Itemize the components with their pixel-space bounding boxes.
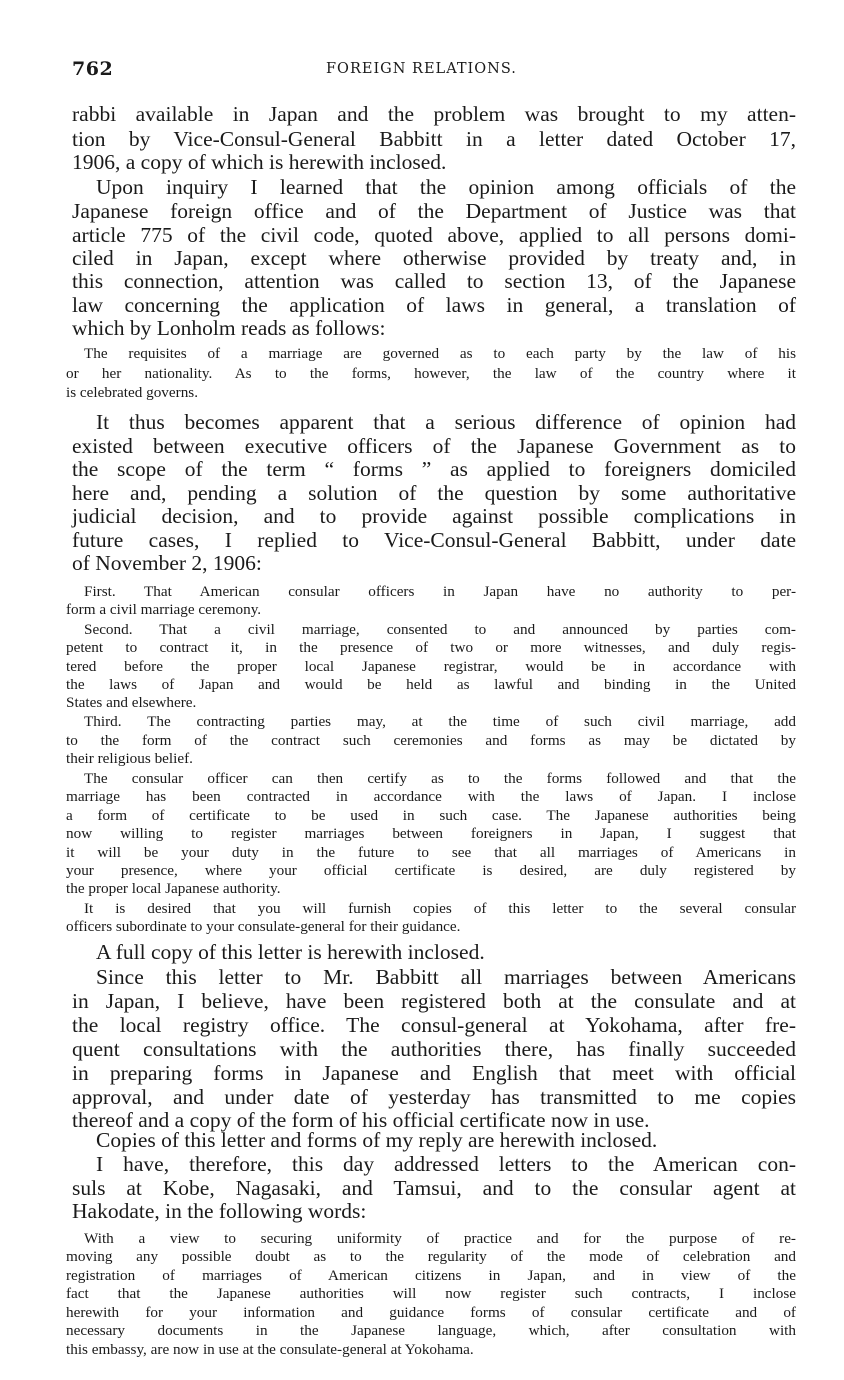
body-text-line: judicial decision, and to provide against possible complications in: [72, 504, 796, 528]
body-text-line: quent consultations with the authorities there, has finally succeeded: [72, 1037, 796, 1061]
body-text-line: this connection, attention was called to section 13, of the Japanese: [72, 269, 796, 293]
quoted-text-line: Third. The contracting parties may, at the time of such civil marriage, add: [84, 713, 796, 730]
body-text-line: the local registry office. The consul-general at Yokohama, after fre-: [72, 1013, 796, 1037]
body-text-line: ciled in Japan, except where otherwise provided by treaty and, in: [72, 246, 796, 270]
quoted-text-line: tered before the proper local Japanese registrar, would be in accordance with: [66, 658, 796, 675]
body-text-line: law concerning the application of laws in general, a translation of: [72, 293, 796, 317]
quoted-text-line: to the form of the contract such ceremonies and forms as may be dictated by: [66, 732, 796, 749]
quoted-text-line: or her nationality. As to the forms, however, the law of the country where it: [66, 365, 796, 382]
body-text-line: Upon inquiry I learned that the opinion among officials of the: [96, 175, 796, 199]
quoted-text-line: herewith for your information and guidance forms of consular certificate and of: [66, 1304, 796, 1321]
body-text-line: suls at Kobe, Nagasaki, and Tamsui, and to the consular agent at: [72, 1176, 796, 1200]
quoted-text-line: officers subordinate to your consulate-general for their guidance.: [66, 918, 461, 935]
quoted-text-line: Second. That a civil marriage, consented to and announced by parties com-: [84, 621, 796, 638]
body-text-line: existed between executive officers of the Japanese Government as to: [72, 434, 796, 458]
quoted-text-line: petent to contract it, in the presence of two or more witnesses, and duly regis-: [66, 639, 796, 656]
body-text-line: in Japan, I believe, have been registered both at the consulate and at: [72, 989, 796, 1013]
quoted-text-line: the laws of Japan and would be held as lawful and binding in the United: [66, 676, 796, 693]
quoted-text-line: now willing to register marriages between foreigners in Japan, I suggest that: [66, 825, 796, 842]
body-text-line: A full copy of this letter is herewith inclosed.: [96, 940, 485, 964]
body-text-line: of November 2, 1906:: [72, 551, 262, 575]
quoted-text-line: the proper local Japanese authority.: [66, 880, 281, 897]
body-text-line: thereof and a copy of the form of his official certificate now in use.: [72, 1108, 650, 1132]
quoted-text-line: registration of marriages of American citizens in Japan, and in view of the: [66, 1267, 796, 1284]
body-text-line: approval, and under date of yesterday has transmitted to me copies: [72, 1085, 796, 1109]
body-text-line: in preparing forms in Japanese and English that meet with official: [72, 1061, 796, 1085]
body-text-line: article 775 of the civil code, quoted above, applied to all persons domi-: [72, 223, 796, 247]
quoted-text-line: your presence, where your official certificate is desired, are duly registered by: [66, 862, 796, 879]
body-text-line: tion by Vice-Consul-General Babbitt in a letter dated October 17,: [72, 127, 796, 151]
body-text-line: 1906, a copy of which is herewith inclosed.: [72, 150, 447, 174]
quoted-text-line: form a civil marriage ceremony.: [66, 601, 262, 618]
quoted-text-line: The consular officer can then certify as to the forms followed and that the: [84, 770, 796, 787]
body-text-line: I have, therefore, this day addressed letters to the American con-: [96, 1152, 796, 1176]
quoted-text-line: marriage has been contracted in accordance with the laws of Japan. I inclose: [66, 788, 796, 805]
quoted-text-line: is celebrated governs.: [66, 384, 198, 401]
body-text-line: which by Lonholm reads as follows:: [72, 316, 386, 340]
body-text-line: rabbi available in Japan and the problem was brought to my atten-: [72, 102, 796, 126]
page-number: 762: [72, 58, 114, 80]
quoted-text-line: fact that the Japanese authorities will now register such contracts, I inclose: [66, 1285, 796, 1302]
quoted-text-line: a form of certificate to be used in such case. The Japanese authorities being: [66, 807, 796, 824]
body-text-line: Hakodate, in the following words:: [72, 1199, 367, 1223]
quoted-text-line: their religious belief.: [66, 750, 193, 767]
quoted-text-line: this embassy, are now in use at the consulate-general at Yokohama.: [66, 1341, 474, 1358]
body-text-line: It thus becomes apparent that a serious difference of opinion had: [96, 410, 796, 434]
quoted-text-line: The requisites of a marriage are governed as to each party by the law of his: [84, 345, 796, 362]
quoted-text-line: First. That American consular officers in Japan have no authority to per-: [84, 583, 796, 600]
body-text-line: Since this letter to Mr. Babbitt all marriages between Americans: [96, 965, 796, 989]
body-text-line: the scope of the term “ forms ” as applied to foreigners domiciled: [72, 457, 796, 481]
quoted-text-line: necessary documents in the Japanese language, which, after consultation with: [66, 1322, 796, 1339]
body-text-line: here and, pending a solution of the question by some authoritative: [72, 481, 796, 505]
quoted-text-line: With a view to securing uniformity of practice and for the purpose of re-: [84, 1230, 796, 1247]
quoted-text-line: States and elsewhere.: [66, 694, 197, 711]
body-text-line: Japanese foreign office and of the Department of Justice was that: [72, 199, 796, 223]
running-title: FOREIGN RELATIONS.: [326, 61, 517, 77]
body-text-line: Copies of this letter and forms of my reply are herewith inclosed.: [96, 1128, 658, 1152]
body-text-line: future cases, I replied to Vice-Consul-General Babbitt, under date: [72, 528, 796, 552]
quoted-text-line: It is desired that you will furnish copies of this letter to the several consular: [84, 900, 796, 917]
quoted-text-line: it will be your duty in the future to see that all marriages of Americans in: [66, 844, 796, 861]
quoted-text-line: moving any possible doubt as to the regularity of the mode of celebration and: [66, 1248, 796, 1265]
